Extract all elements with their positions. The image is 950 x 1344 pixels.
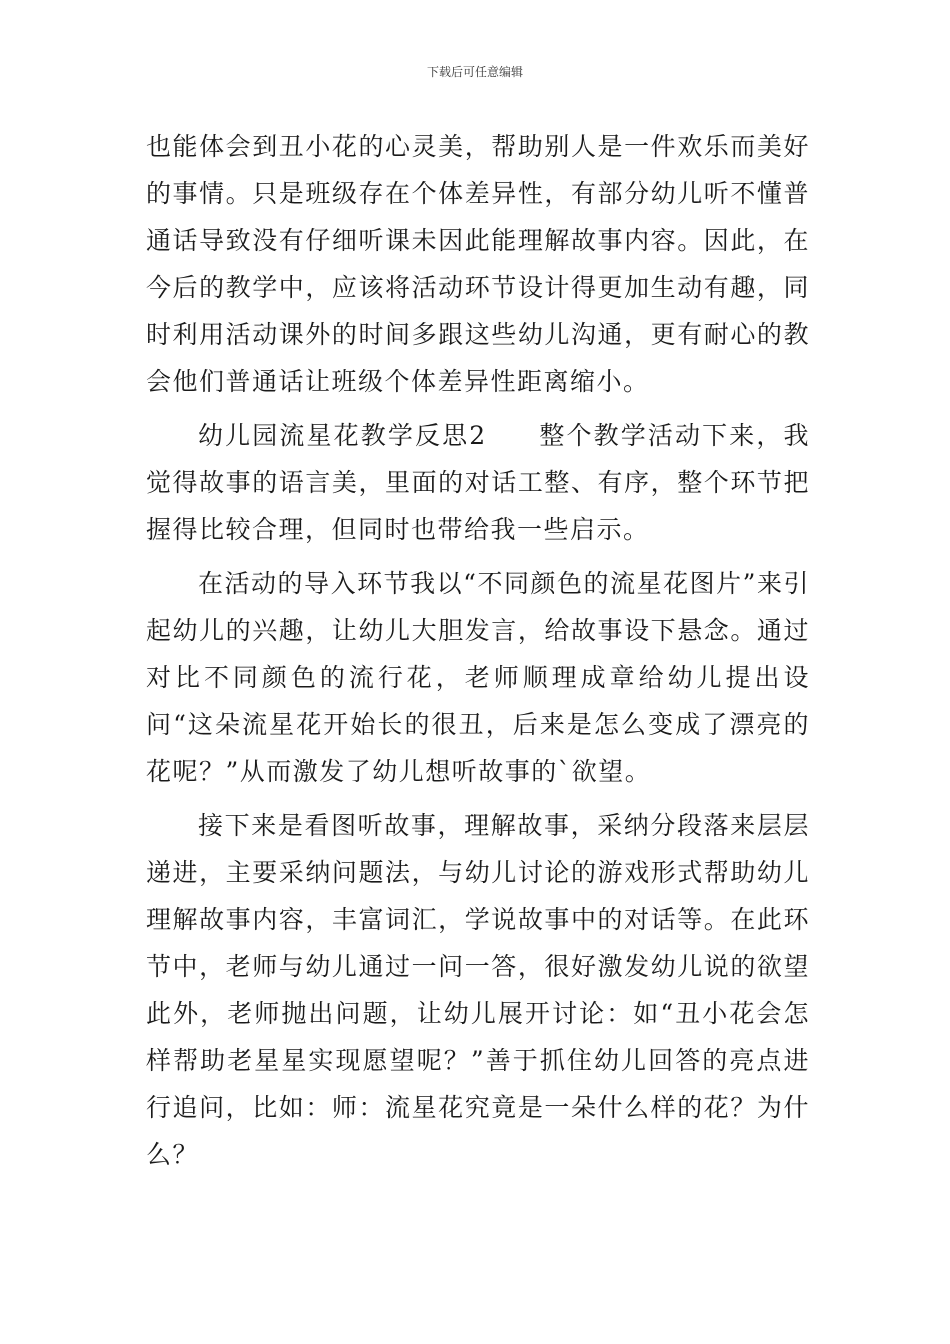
section-title: 幼儿园流星花教学反思2	[198, 421, 487, 450]
page-header: 下载后可任意编辑	[426, 65, 523, 79]
paragraph-1: 也能体会到丑小花的心灵美，帮助别人是一件欢乐而美好的事情。只是班级存在个体差异性，有部分幼儿听不懂普通话导致没有仔细听课未因此能理解故事内容。因此，在今后的教学中，应该将活动环节设计得更加生动有趣，同时利用活动课外的时间多跟这些幼儿沟通，更有耐心的教会他们普通话让班级个体差异性距离缩小。	[146, 132, 810, 396]
paragraph-2-text: 整个教学活动下来，我觉得故事的语言美，里面的对话工整、有序，整个环节把握得比较合理，但同时也带给我一些启示。	[146, 421, 810, 544]
paragraph-4: 接下来是看图听故事，理解故事，采纳分段落来层层递进，主要采纳问题法，与幼儿讨论的游戏形式帮助幼儿理解故事内容，丰富词汇，学说故事中的对话等。在此环节中，老师与幼儿通过一问一答，很好激发幼儿说的欲望此外，老师抛出问题，让幼儿展开讨论：如“丑小花会怎样帮助老星星实现愿望呢？”善于抓住幼儿回答的亮点进行追问，比如：师：流星花究竟是一朵什么样的花？为什么？	[146, 811, 810, 1169]
paragraph-3: 在活动的导入环节我以“不同颜色的流星花图片”来引起幼儿的兴趣，让幼儿大胆发言，给故事设下悬念。通过对比不同颜色的流行花，老师顺理成章给幼儿提出设问“这朵流星花开始长的很丑，后来是怎么变成了漂亮的花呢？”从而激发了幼儿想听故事的`欲望。	[146, 569, 810, 786]
document-body	[146, 123, 810, 1185]
paragraph-2	[146, 412, 810, 553]
